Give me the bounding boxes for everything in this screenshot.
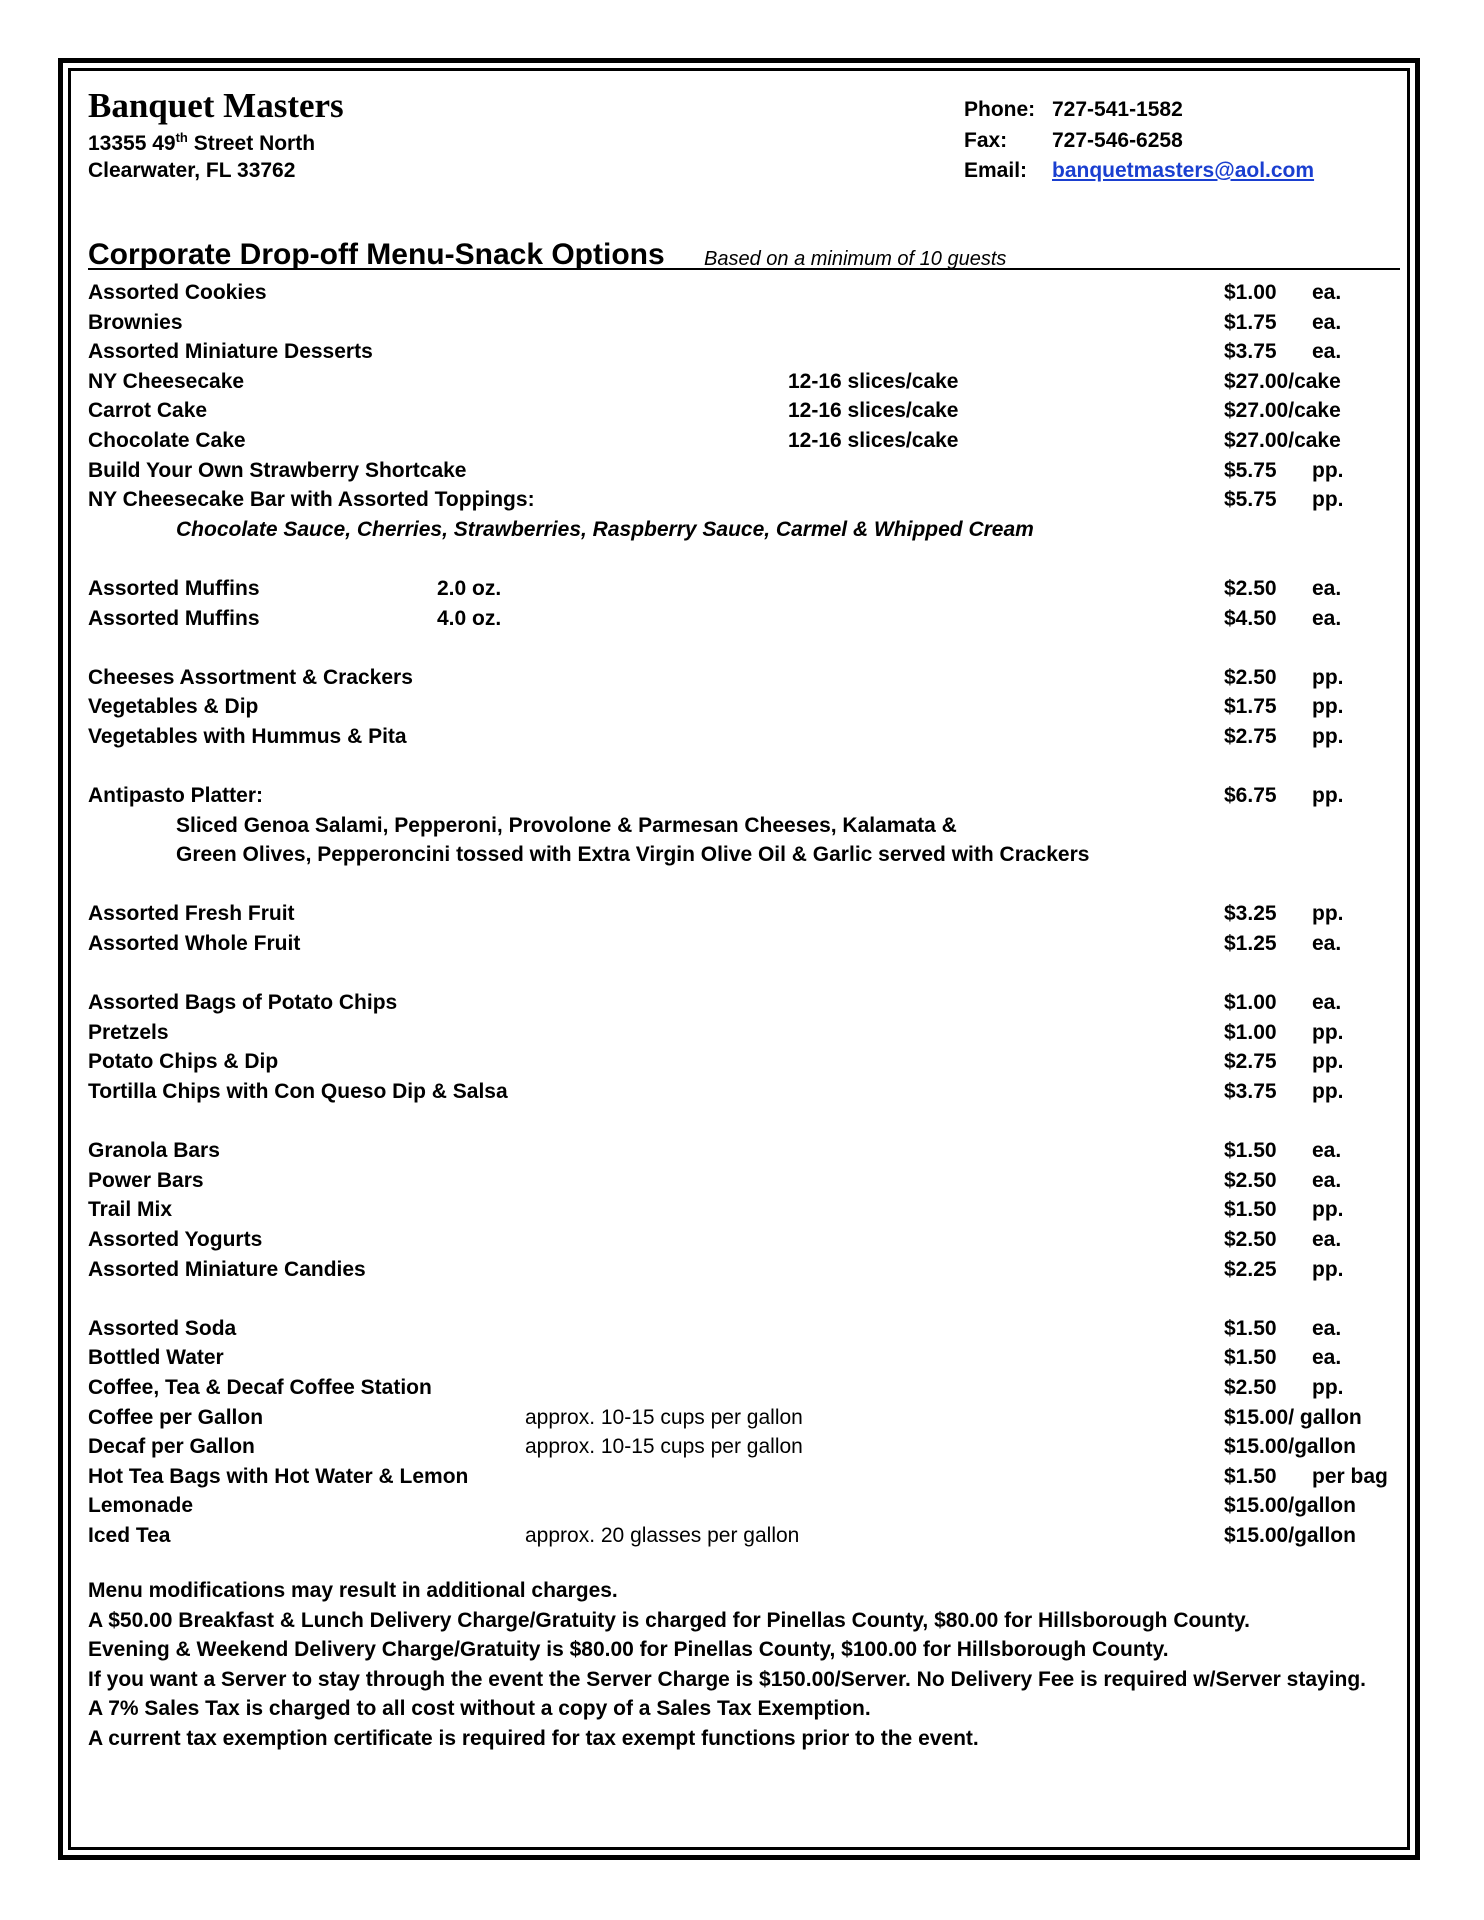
menu-item-row: [88, 1462, 1400, 1492]
item-unit: pp.: [1312, 1050, 1344, 1074]
item-price: $1.00: [1224, 281, 1277, 304]
item-name: Assorted Miniature Desserts: [88, 340, 373, 364]
item-price: $27.00/cake: [1224, 369, 1341, 393]
menu-item-row: [88, 1521, 1400, 1551]
item-name: Vegetables with Hummus & Pita: [88, 724, 407, 748]
item-unit: ea.: [1312, 1346, 1342, 1370]
menu-item-row: [88, 574, 1400, 604]
item-name: Power Bars: [88, 1168, 204, 1192]
item-price: $5.75: [1224, 488, 1277, 512]
menu-list: [88, 278, 1400, 1551]
menu-item-row: [88, 722, 1400, 752]
item-slices: 12-16 slices/cake: [788, 369, 959, 393]
item-price: $27.00/cake: [1224, 428, 1341, 452]
menu-spacer: [88, 544, 1400, 574]
item-name: Pretzels: [88, 1020, 169, 1044]
item-name: Assorted Miniature Candies: [88, 1257, 366, 1281]
note-line: A current tax exemption certificate is required for tax exempt functions prior to the event.: [88, 1726, 979, 1750]
menu-item-row: [88, 1077, 1400, 1107]
item-unit: ea.: [1312, 1316, 1342, 1340]
item-name: Assorted Muffins: [88, 606, 260, 630]
menu-item-row: [88, 988, 1400, 1018]
menu-spacer: [88, 870, 1400, 900]
item-name: Assorted Bags of Potato Chips: [88, 991, 398, 1015]
item-unit: ea.: [1312, 1168, 1342, 1192]
menu-item-row: [88, 692, 1400, 722]
item-unit: ea.: [1312, 1228, 1342, 1251]
item-name: Hot Tea Bags with Hot Water & Lemon: [88, 1464, 469, 1488]
item-price: $1.00: [1224, 991, 1277, 1015]
item-price: $15.00/gallon: [1224, 1523, 1356, 1547]
menu-item-row: [88, 1314, 1400, 1344]
item-price: $27.00/cake: [1224, 399, 1341, 423]
item-name: Coffee per Gallon: [88, 1405, 264, 1429]
menu-item-detail: [88, 811, 1400, 841]
item-unit: pp.: [1312, 1020, 1344, 1044]
menu-document: [88, 0, 1388, 1920]
item-name: Bottled Water: [88, 1346, 224, 1370]
item-unit: ea.: [1312, 606, 1342, 630]
item-name: Assorted Cookies: [88, 281, 267, 304]
item-price: $2.75: [1224, 724, 1277, 748]
item-price: $5.75: [1224, 458, 1277, 482]
menu-title: Corporate Drop-off Menu-Snack Options: [88, 238, 665, 271]
item-name: Antipasto Platter:: [88, 784, 264, 808]
menu-item-row: [88, 367, 1400, 397]
item-unit: pp.: [1312, 1375, 1344, 1399]
note-line: A $50.00 Breakfast & Lunch Delivery Charge/Gratuity is charged for Pinellas County, $80.00 for Hillsborough County.: [88, 1608, 1250, 1632]
item-name: Coffee, Tea & Decaf Coffee Station: [88, 1375, 432, 1399]
item-price: $2.75: [1224, 1050, 1277, 1074]
item-price: $1.25: [1224, 932, 1277, 956]
item-name: Trail Mix: [88, 1198, 173, 1222]
item-detail: Sliced Genoa Salami, Pepperoni, Provolone & Parmesan Cheeses, Kalamata &: [176, 813, 957, 837]
item-detail: Green Olives, Pepperoncini tossed with Extra Virgin Olive Oil & Garlic served with Crackers: [176, 843, 1090, 867]
menu-spacer: [88, 752, 1400, 782]
item-name: Lemonade: [88, 1494, 194, 1518]
item-unit: per bag: [1312, 1464, 1388, 1488]
note-line: If you want a Server to stay through the event the Server Charge is $150.00/Server. No Delivery Fee is required w/Server staying.: [88, 1667, 1367, 1691]
item-name: Iced Tea: [88, 1523, 171, 1547]
email-link[interactable]: banquetmasters@aol.com: [1052, 159, 1315, 182]
menu-item-row: [88, 929, 1400, 959]
item-unit: ea.: [1312, 281, 1342, 304]
menu-item-row: [88, 1403, 1400, 1433]
item-name: Decaf per Gallon: [88, 1435, 255, 1459]
fax-number: 727-546-6258: [1052, 129, 1183, 152]
item-unit: ea.: [1312, 310, 1342, 334]
menu-item-row: [88, 1018, 1400, 1048]
item-price: $2.25: [1224, 1257, 1277, 1281]
item-unit: ea.: [1312, 340, 1342, 364]
item-unit: pp.: [1312, 1080, 1344, 1104]
item-name: Assorted Fresh Fruit: [88, 902, 295, 926]
item-price: $1.50: [1224, 1198, 1277, 1222]
terms-notes: [88, 1576, 1428, 1754]
menu-item-row: [88, 899, 1400, 929]
item-unit: pp.: [1312, 458, 1344, 482]
item-name: Granola Bars: [88, 1139, 220, 1163]
item-name: Carrot Cake: [88, 399, 208, 423]
menu-item-row: [88, 278, 1400, 308]
item-price: $1.00: [1224, 1020, 1277, 1044]
item-unit: pp.: [1312, 1257, 1344, 1281]
menu-item-row: [88, 1255, 1400, 1285]
menu-item-row: [88, 1166, 1400, 1196]
item-name: NY Cheesecake Bar with Assorted Toppings:: [88, 488, 535, 512]
item-note: approx. 10-15 cups per gallon: [525, 1405, 803, 1429]
item-price: $1.50: [1224, 1316, 1277, 1340]
item-unit: pp.: [1312, 1198, 1344, 1222]
item-price: $1.75: [1224, 310, 1277, 334]
menu-item-detail: [88, 515, 1400, 545]
item-unit: pp.: [1312, 695, 1344, 719]
menu-item-row: [88, 1432, 1400, 1462]
item-detail: Chocolate Sauce, Cherries, Strawberries, Raspberry Sauce, Carmel & Whipped Cream: [176, 517, 1034, 541]
item-price: $1.50: [1224, 1139, 1277, 1163]
item-price: $2.50: [1224, 1228, 1277, 1251]
company-name: Banquet Masters: [88, 86, 344, 125]
item-price: $3.25: [1224, 902, 1277, 926]
item-name: Cheeses Assortment & Crackers: [88, 665, 413, 689]
item-slices: 12-16 slices/cake: [788, 399, 959, 423]
item-unit: ea.: [1312, 991, 1342, 1015]
note-line: Evening & Weekend Delivery Charge/Gratuity is $80.00 for Pinellas County, $100.00 for Hillsborough County.: [88, 1638, 1169, 1662]
phone-label: Phone:: [964, 98, 1036, 121]
item-name: Assorted Yogurts: [88, 1228, 263, 1251]
menu-item-row: [88, 1047, 1400, 1077]
menu-item-row: [88, 1195, 1400, 1225]
item-price: $2.50: [1224, 1168, 1277, 1192]
item-unit: pp.: [1312, 724, 1344, 748]
menu-spacer: [88, 1107, 1400, 1137]
item-name: Brownies: [88, 310, 183, 334]
item-unit: pp.: [1312, 902, 1344, 926]
menu-spacer: [88, 1284, 1400, 1314]
item-unit: ea.: [1312, 1139, 1342, 1163]
item-unit: ea.: [1312, 576, 1342, 600]
note-line: A 7% Sales Tax is charged to all cost without a copy of a Sales Tax Exemption.: [88, 1697, 871, 1721]
item-name: Build Your Own Strawberry Shortcake: [88, 458, 467, 482]
fax-label: Fax:: [964, 129, 1008, 152]
menu-item-row: [88, 308, 1400, 338]
city-state-zip: Clearwater, FL 33762: [88, 159, 296, 182]
menu-item-row: [88, 1491, 1400, 1521]
menu-item-row: [88, 456, 1400, 486]
item-name: Assorted Muffins: [88, 576, 260, 600]
menu-spacer: [88, 633, 1400, 663]
menu-item-row: [88, 485, 1400, 515]
item-name: Vegetables & Dip: [88, 695, 259, 719]
title-divider: [88, 268, 1400, 270]
item-slices: 12-16 slices/cake: [788, 428, 959, 452]
item-name: Assorted Soda: [88, 1316, 237, 1340]
street-address: 13355 49th Street North: [88, 130, 316, 155]
item-price: $2.50: [1224, 576, 1277, 600]
item-price: $15.00/ gallon: [1224, 1405, 1362, 1429]
item-price: $2.50: [1224, 665, 1277, 689]
item-name: Chocolate Cake: [88, 428, 246, 452]
menu-item-row: [88, 1343, 1400, 1373]
item-price: $2.50: [1224, 1375, 1277, 1399]
item-price: $6.75: [1224, 784, 1277, 808]
item-unit: pp.: [1312, 488, 1344, 512]
item-size: 4.0 oz.: [437, 606, 502, 630]
item-price: $3.75: [1224, 1080, 1277, 1104]
item-price: $1.75: [1224, 695, 1277, 719]
note-line: Menu modifications may result in additional charges.: [88, 1579, 618, 1602]
email-label: Email:: [964, 159, 1028, 182]
menu-item-row: [88, 663, 1400, 693]
item-unit: pp.: [1312, 784, 1344, 808]
menu-spacer: [88, 959, 1400, 989]
item-price: $15.00/gallon: [1224, 1494, 1356, 1518]
item-note: approx. 10-15 cups per gallon: [525, 1435, 803, 1459]
menu-item-row: [88, 337, 1400, 367]
item-price: $1.50: [1224, 1464, 1277, 1488]
item-size: 2.0 oz.: [437, 576, 502, 600]
menu-item-row: [88, 426, 1400, 456]
item-note: approx. 20 glasses per gallon: [525, 1523, 800, 1547]
item-name: Assorted Whole Fruit: [88, 932, 301, 956]
menu-subtitle: Based on a minimum of 10 guests: [704, 248, 1007, 270]
item-unit: pp.: [1312, 665, 1344, 689]
menu-item-row: [88, 396, 1400, 426]
item-price: $15.00/gallon: [1224, 1435, 1356, 1459]
menu-item-row: [88, 1373, 1400, 1403]
phone-number: 727-541-1582: [1052, 98, 1183, 121]
menu-item-row: [88, 604, 1400, 634]
menu-item-row: [88, 1136, 1400, 1166]
menu-item-row: [88, 1225, 1400, 1255]
item-price: $1.50: [1224, 1346, 1277, 1370]
item-price: $3.75: [1224, 340, 1277, 364]
menu-item-detail: [88, 840, 1400, 870]
menu-item-row: [88, 781, 1400, 811]
item-unit: ea.: [1312, 932, 1342, 956]
item-name: NY Cheesecake: [88, 369, 245, 393]
item-name: Tortilla Chips with Con Queso Dip & Salsa: [88, 1080, 508, 1104]
item-price: $4.50: [1224, 606, 1277, 630]
item-name: Potato Chips & Dip: [88, 1050, 279, 1074]
